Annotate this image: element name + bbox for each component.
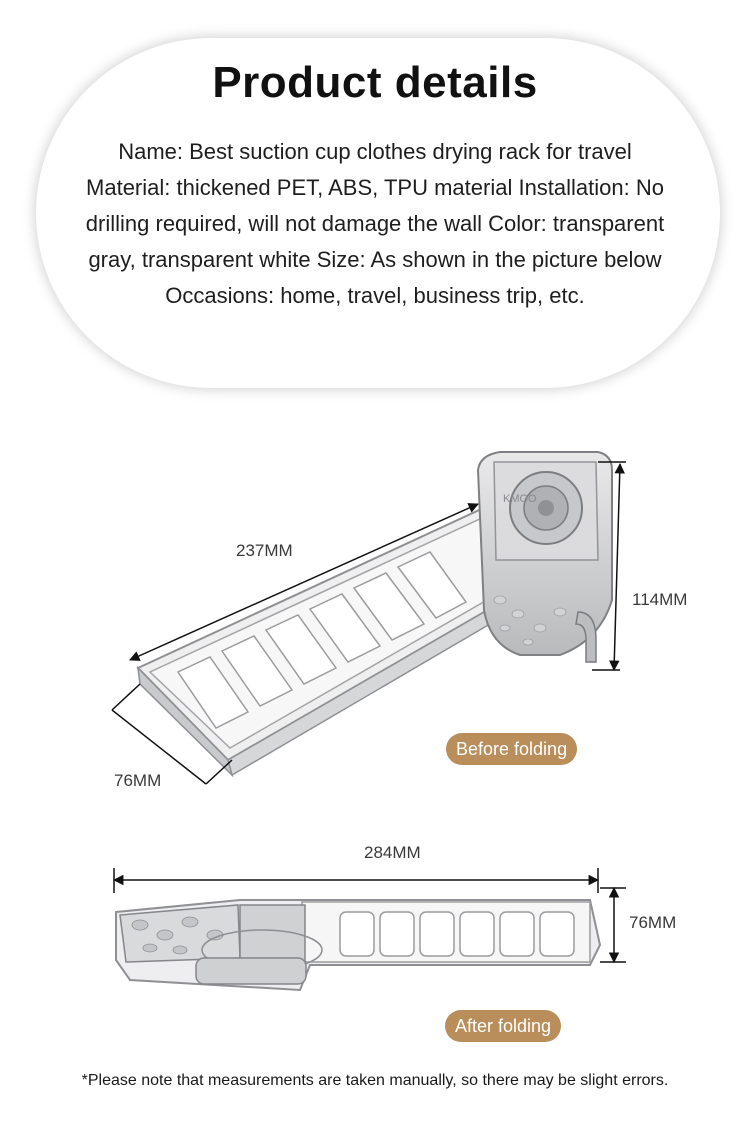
height-label-before: 114MM [632, 590, 688, 609]
before-folding-tag: Before folding [446, 733, 577, 765]
length-label-before: 237MM [236, 541, 293, 560]
product-description: Name: Best suction cup clothes drying rack for travel Material: thickened PET, ABS, TPU material Installation: No drilling required, will not damage the wall Color: transparent gray, transparent white Size: As shown in the picture below Occasions: home, travel, business trip, etc. [85, 139, 665, 308]
rack-before-folding [138, 452, 612, 775]
page-title: Product details [212, 58, 538, 107]
rack-after-folding [116, 900, 600, 990]
width-label-before: 76MM [114, 771, 162, 790]
width-label-after: 76MM [629, 913, 677, 932]
brand-logo: KMOO [503, 493, 537, 505]
measurement-note: *Please note that measurements are taken manually, so there may be slight errors. [81, 1072, 669, 1089]
length-label-after: 284MM [364, 843, 421, 862]
after-folding-tag: After folding [445, 1010, 561, 1042]
